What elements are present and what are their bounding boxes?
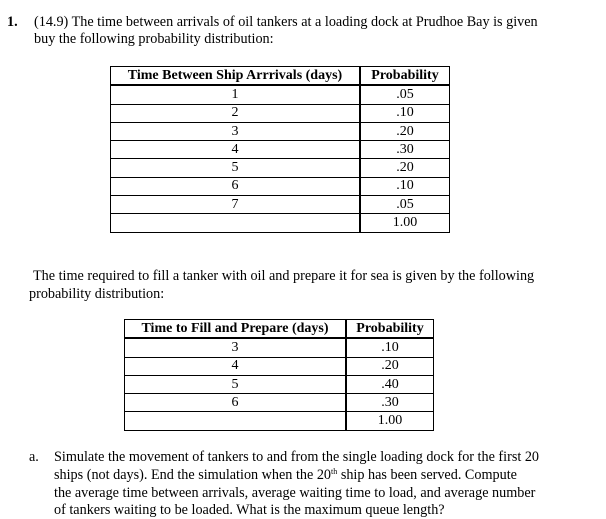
table-row: [111, 122, 450, 140]
fill-time-intro-line-2: probability distribution:: [29, 286, 165, 302]
table-row: [125, 375, 434, 393]
table-cell: .05: [360, 85, 450, 104]
ordinal-suffix: th: [331, 467, 338, 476]
table-total-row: [111, 214, 450, 232]
arrival-time-table: [110, 66, 450, 233]
table-row: [111, 85, 450, 104]
table-cell: 6: [125, 394, 347, 412]
column-header: Time to Fill and Prepare (days): [125, 320, 347, 339]
table-cell: 4: [111, 141, 361, 159]
table-row: [111, 196, 450, 214]
table-cell: .30: [360, 141, 450, 159]
table-cell: .20: [360, 122, 450, 140]
table-cell: 1: [111, 85, 361, 104]
table-header-row: [125, 320, 434, 339]
table-cell: .30: [346, 394, 434, 412]
table-cell: [125, 412, 347, 430]
column-header: Probability: [346, 320, 434, 339]
table-cell: .05: [360, 196, 450, 214]
table-cell: 5: [125, 375, 347, 393]
table-cell: .20: [360, 159, 450, 177]
table-row: [111, 104, 450, 122]
table-row: [111, 177, 450, 195]
table-cell: [111, 214, 361, 232]
table-cell: 6: [111, 177, 361, 195]
problem-intro-line-1: (14.9) The time between arrivals of oil tankers at a loading dock at Prudhoe Bay is given: [34, 14, 538, 30]
table-row: [111, 159, 450, 177]
part-a-line-1: Simulate the movement of tankers to and from the single loading dock for the first 20: [54, 449, 540, 465]
table-cell: 4: [125, 357, 347, 375]
table-cell: .10: [360, 177, 450, 195]
part-a-line-3: the average time between arrivals, average waiting time to load, and average number: [54, 485, 536, 501]
table-cell: .10: [346, 338, 434, 357]
column-header: Time Between Ship Arrrivals (days): [111, 67, 361, 86]
part-a-label: a.: [29, 449, 39, 465]
table-cell: 7: [111, 196, 361, 214]
table-cell: 2: [111, 104, 361, 122]
table-row: [125, 338, 434, 357]
part-a-line-4: of tankers waiting to be loaded. What is the maximum queue length?: [54, 502, 445, 518]
table-cell: 3: [125, 338, 347, 357]
table-cell: 5: [111, 159, 361, 177]
problem-number: 1.: [7, 14, 18, 30]
table-total-row: [125, 412, 434, 430]
table-row: [111, 141, 450, 159]
table-header-row: [111, 67, 450, 86]
part-a-line-2-start: ships (not days). End the simulation when the 20: [54, 467, 332, 483]
table-cell: 3: [111, 122, 361, 140]
problem-intro-line-2: buy the following probability distribution:: [34, 31, 274, 47]
table-row: [125, 394, 434, 412]
fill-time-intro-line-1: The time required to fill a tanker with oil and prepare it for sea is given by the following: [33, 268, 535, 284]
table-cell: .20: [346, 357, 434, 375]
table-cell: 1.00: [360, 214, 450, 232]
part-a-line-2-end: ship has been served. Compute: [337, 467, 517, 483]
column-header: Probability: [360, 67, 450, 86]
table-cell: .10: [360, 104, 450, 122]
part-a-line-2: [54, 467, 517, 484]
fill-time-table: [124, 319, 434, 431]
table-cell: 1.00: [346, 412, 434, 430]
table-row: [125, 357, 434, 375]
table-cell: .40: [346, 375, 434, 393]
